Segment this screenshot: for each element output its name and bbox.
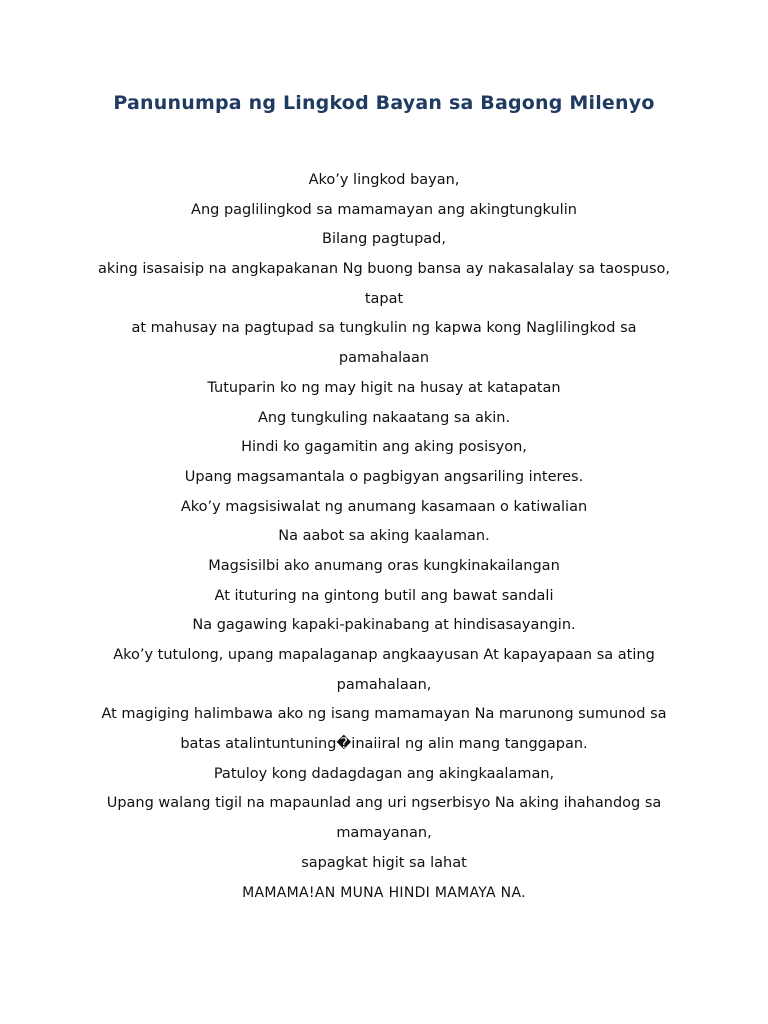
oath-line: Upang magsamantala o pagbigyan angsariling interes.	[184, 468, 584, 485]
oath-line: pamahalaan,	[336, 676, 432, 693]
oath-line: Na gagawing kapaki-pakinabang at hindisasayangin.	[192, 617, 576, 634]
oath-line: sapagkat higit sa lahat	[301, 854, 467, 871]
oath-line: Ako’y magsisiwalat ng anumang kasamaan o katiwalian	[180, 498, 588, 515]
oath-line: Ako’y tutulong, upang mapalaganap angkaayusan At kapayapaan sa ating	[113, 647, 655, 663]
oath-line: Magsisilbi ako anumang oras kungkinakailangan	[208, 557, 560, 574]
oath-line: Upang walang tigil na mapaunlad ang uri ngserbisyo Na aking ihahandog sa	[106, 795, 662, 812]
oath-line: Bilang pagtupad,	[322, 231, 446, 248]
oath-line: aking isasaisip na angkapakanan Ng buong bansa ay nakasalalay sa taospuso,	[98, 261, 670, 278]
oath-line: at mahusay na pagtupad sa tungkulin ng kapwa kong Naglilingkod sa	[131, 320, 637, 337]
oath-line: tapat	[364, 290, 404, 307]
oath-line: Ako’y lingkod bayan,	[308, 172, 460, 188]
oath-line: pamahalaan	[338, 350, 430, 367]
oath-line: Tutuparin ko ng may higit na husay at katapatan	[207, 379, 561, 396]
oath-line: mamayanan,	[336, 825, 432, 842]
oath-line: Ang paglilingkod sa mamamayan ang akingtungkulin	[191, 201, 577, 218]
oath-line: Na aabot sa aking kaalaman.	[278, 528, 490, 545]
oath-line: At ituturing na gintong butil ang bawat sandali	[214, 587, 554, 604]
oath-line: Ang tungkuling nakaatang sa akin.	[257, 409, 511, 426]
oath-line: At magiging halimbawa ako ng isang mamamayan Na marunong sumunod sa	[101, 706, 667, 723]
document-title: Panunumpa ng Lingkod Bayan sa Bagong Milenyo	[113, 92, 655, 114]
oath-text	[40, 166, 728, 908]
oath-closing-line: MAMAMA!AN MUNA HINDI MAMAYA NA.	[242, 884, 526, 901]
oath-line: batas atalintuntuning�inaiiral ng alin mang tanggapan.	[180, 736, 588, 753]
oath-line: Hindi ko gagamitin ang aking posisyon,	[241, 439, 527, 456]
oath-line: Patuloy kong dadagdagan ang akingkaalaman,	[213, 765, 555, 782]
